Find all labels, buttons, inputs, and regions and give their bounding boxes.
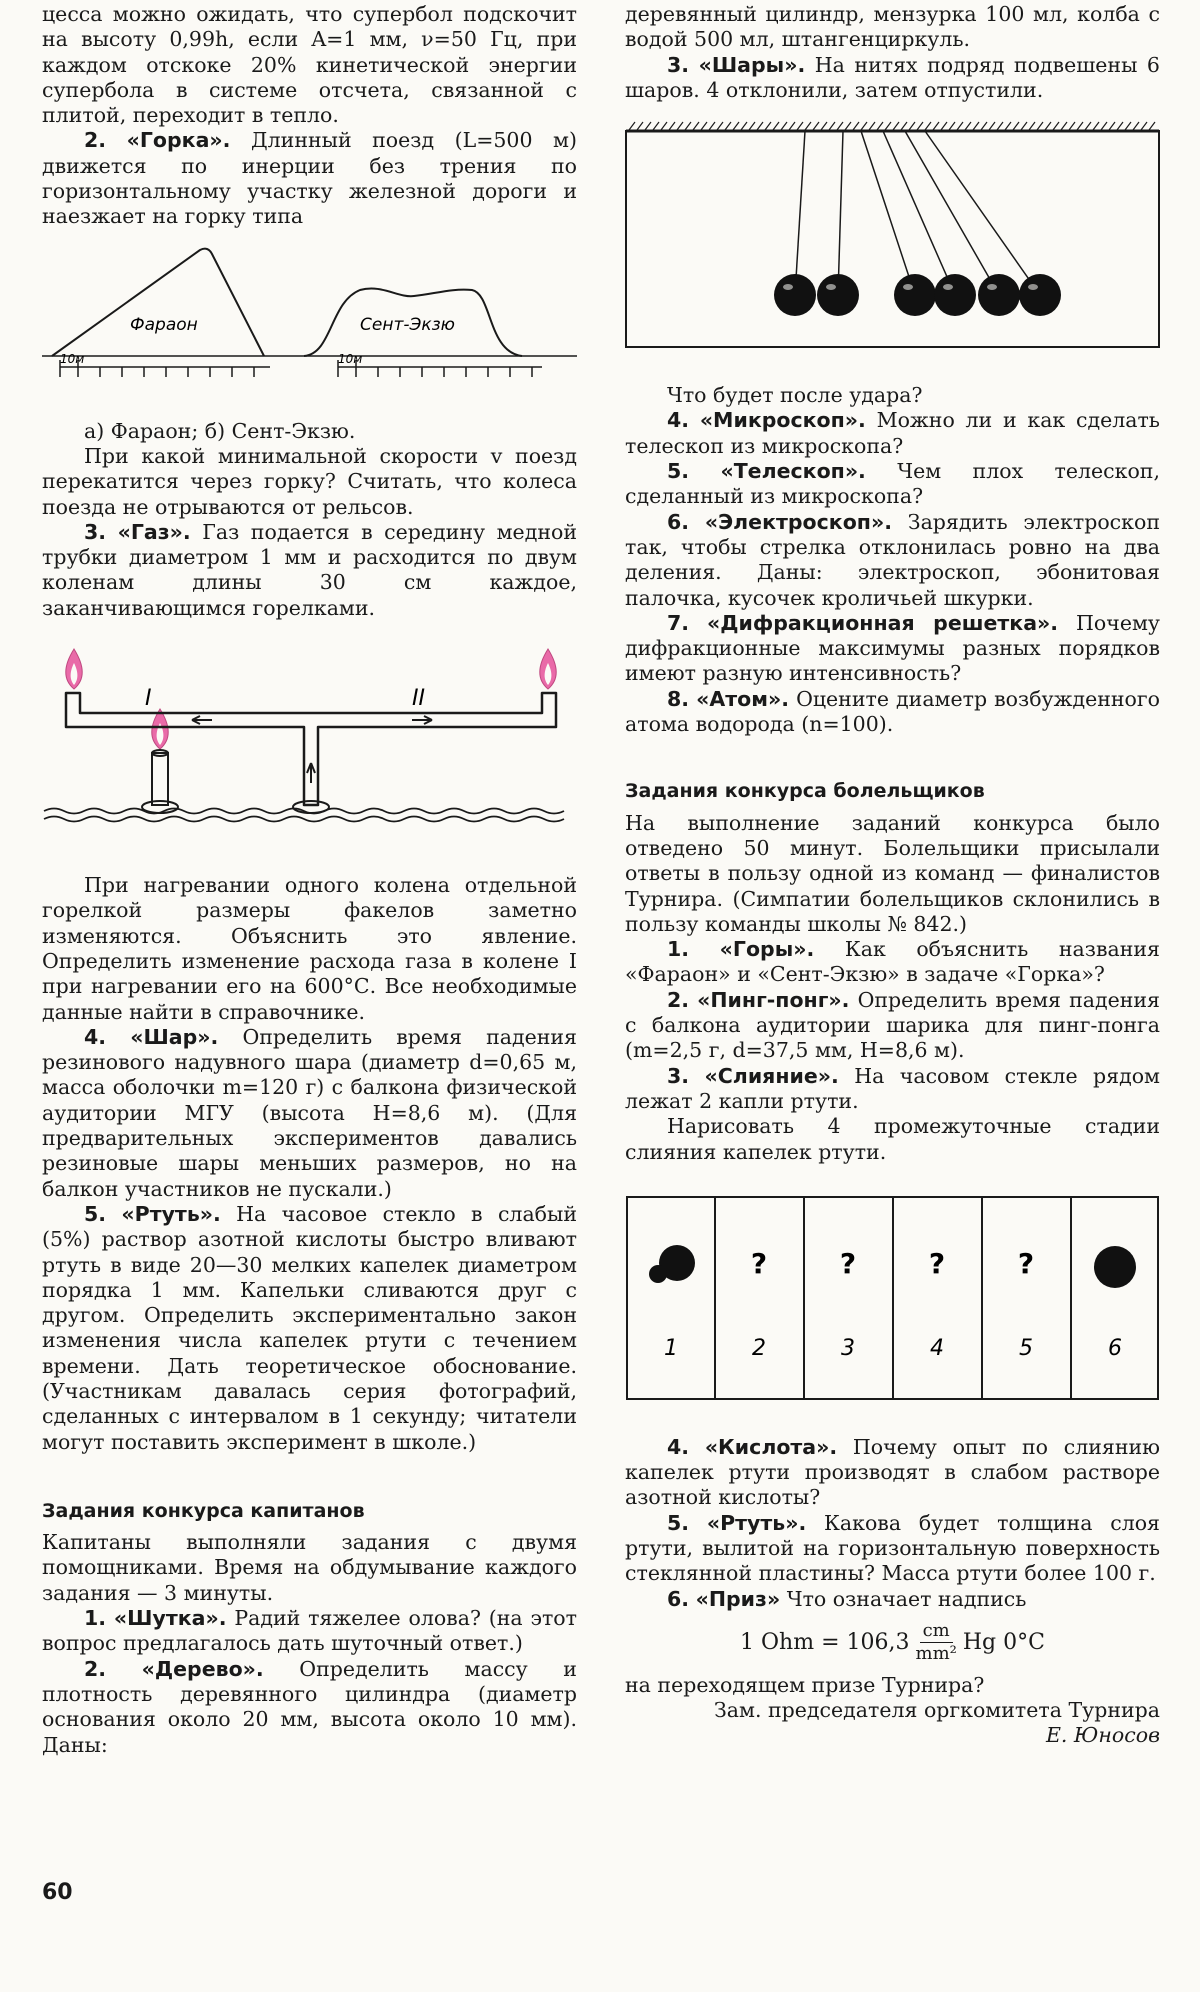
task-number: 5. [84,1201,107,1226]
task-text: На нитях подряд подвешены 6 шаров. 4 отклонили, затем отпустили. [625,52,1160,102]
task-text: Почему дифракционные максимумы разных порядков имеют разную интенсивность? [625,610,1160,686]
task-text: Какова будет толщина слоя ртути, вылитой на горизонтальную поверхность стеклянной пластины? Масса ртути более 100 г. [625,1510,1160,1586]
gaz-question: При нагревании одного колена отдельной горелкой размеры факелов заметно изменяются. Объяснить это явление. Определить изменение расхода газа в колене I при нагревании его на 600°С. Все необходимые данные найти в справочнике. [42,873,577,1024]
knee-label-1: I [145,686,152,712]
page-number: 60 [42,1880,73,1905]
formula-denominator: mm² [915,1642,957,1664]
task-text: На часовом стекле рядом лежат 2 капли ртути. [625,1063,1160,1113]
task-priz [625,1587,1160,1612]
hills-figure [42,232,577,417]
hills-captions: а) Фараон; б) Сент-Экзю. [84,418,356,443]
task-difr [625,611,1160,687]
task-rtut [42,1202,577,1455]
formula-numerator: cm [920,1620,953,1643]
fans-intro: На выполнение заданий конкурса было отведено 50 минут. Болельщики присылали ответы в пользу одной из команд — финалистов Турнира. (Симпатии болельщиков склонились в пользу команды школы № 842.) [625,810,1160,936]
task-number: 3. [84,519,107,544]
task-elektroskop [625,510,1160,611]
task-text: Почему опыт по слиянию капелек ртути производят в слабом растворе азотной кислоты? [625,1434,1160,1510]
task-shutka [42,1606,577,1657]
scale-ruler-b [338,360,542,377]
task-text: Определить время падения с балкона аудитории шарика для пинг-понга (m=2,5 г, d=37,5 мм, H=8,6 м). [625,987,1160,1063]
shary-question: Что будет после удара? [667,383,923,408]
task-gorka [42,128,577,229]
task-number: 3. [667,52,690,77]
task-ping-pong [625,988,1160,1064]
hill-saint-exupery-label: Сент-Экзю [360,314,455,335]
task-number: 7. [667,610,690,635]
stage-number: 2 [752,1335,766,1361]
tube [66,693,556,805]
task-text: На часовое стекло в слабый (5%) раствор азотной кислоты быстро вливают ртуть в виде 20—30 мелких капелек диаметром порядка 1 мм. Капельки сливаются друг с другом. Определить экспериментально закон изменения числа капелек ртути с течением времени. Дать теоретическое обоснование. (Участникам давалась серия фотографий, сделанных с интервалом в 1 секунду; читатели могут поставить эксперимент в школе.) [42,1201,577,1454]
task-number: 5. [667,459,690,484]
arrow-up [307,763,315,783]
task-number: 2. [667,987,690,1012]
task-title: «Электроскоп». [704,509,892,534]
task-shary [625,53,1160,104]
task-title: «Телескоп». [720,459,866,484]
task-title: «Дифракционная решетка». [707,610,1059,635]
arrow-right [412,716,432,724]
task-number: 8. [667,686,690,711]
left-column [42,0,577,1758]
scale-label-a: 10м [60,351,85,366]
task-teleskop [625,459,1160,510]
task-title: «Ртуть». [706,1510,807,1535]
task-title: «Слияние». [704,1063,839,1088]
task-text: Определить время падения резинового надувного шара (диаметр d=0,65 м, масса оболочки m=120 г) с балкона физической аудитории МГУ (высота H=8,6 м). (Для предварительных экспериментов давались резиновые шары меньших размеров, но на балкон участников не пускали.) [42,1024,577,1201]
scale-label-b: 10м [338,351,363,366]
task-title: «Микроскоп». [699,408,866,433]
task-text: Газ подается в середину медной трубки диаметром 1 мм и расходится по двум коленам длины 30 см каждое, заканчивающимся горелками. [42,519,577,620]
task-derevo [42,1657,577,1758]
gas-tube-figure [42,643,577,853]
stage-unknown: ? [839,1246,857,1280]
formula-left: 1 Ohm = 106,3 [740,1629,910,1655]
signature-role: Зам. председателя оргкомитета Турнира [714,1698,1160,1723]
task-title: «Пинг-понг». [697,987,850,1012]
task-gaz [42,520,577,621]
task-rtut-2 [625,1511,1160,1587]
task-mikroskop [625,408,1160,459]
task-number: 6. [667,509,690,534]
stage-unknown: ? [928,1246,946,1280]
task-number: 4. [667,408,690,433]
task-text: Радий тяжелее олова? (на этот вопрос предлагалось дать шуточный ответ.) [42,1606,577,1656]
stage-number: 5 [1019,1335,1033,1361]
task-kislota [625,1435,1160,1511]
pendulum-figure [625,119,1160,359]
stage-number: 1 [664,1335,678,1361]
task-text: Чем плох телескоп, сделанный из микроскопа? [625,459,1160,509]
task-title: «Шары». [698,52,806,77]
knee-label-2: II [412,686,425,712]
balls [774,274,1061,316]
task-text: Длинный поезд (L=500 м) движется по инерции без трения по горизонтальному участку железной дороги и наезжает на горку типа [42,128,577,229]
task-title: «Горы». [719,937,815,962]
captains-intro: Капитаны выполняли задания с двумя помощниками. Время на обдумывание каждого задания — 3 минуты. [42,1530,577,1605]
task-number: 2. [84,128,107,153]
burner [152,753,168,805]
ceiling-hatch [629,122,1155,130]
task-sliyanie [625,1064,1160,1115]
task-text: Что означает надпись [786,1586,1027,1611]
task-number: 5. [667,1510,690,1535]
gorka-question: При какой минимальной скорости v поезд перекатится через горку? Считать, что колеса поезда не отрываются от рельсов. [42,443,577,519]
task-title: «Шутка». [113,1606,227,1631]
merge-stages-figure [625,1195,1160,1405]
task-title: «Горка». [126,128,231,153]
section-heading-captains: Задания конкурса капитанов [42,1499,365,1522]
task-number: 4. [667,1434,690,1459]
hill-pharaoh-label: Фараон [130,314,198,335]
task-shar [42,1025,577,1202]
task-text: Определить массу и плотность деревянного цилиндра (диаметр основания около 20 мм, высота около 10 мм). Даны: [42,1656,577,1757]
task-title: «Газ». [117,519,191,544]
table-surface [44,809,564,822]
arrow-left [192,716,212,724]
stage-1-drops [649,1245,695,1283]
derevo-continued: деревянный цилиндр, мензурка 100 мл, колба с водой 500 мл, штангенциркуль. [625,2,1160,52]
task-number: 1. [667,937,690,962]
task-title: «Дерево». [141,1656,264,1681]
task-text: Можно ли и как сделать телескоп из микроскопа? [625,408,1160,458]
paragraph-superball-end: цесса можно ожидать, что супербол подскочит на высоту 0,99h, если A=1 мм, ν=50 Гц, при каждом отскоке 20% кинетической энергии супербола в системе отсчета, связанной с плитой, переходит в тепло. [42,2,577,128]
task-number: 3. [667,1063,690,1088]
stage-unknown: ? [750,1246,768,1280]
task-atom [625,687,1160,738]
task-text: Зарядить электроскоп так, чтобы стрелка отклонилась ровно на два деления. Даны: электроскоп, эбонитовая палочка, кусочек кроличьей шкурки. [625,509,1160,610]
task-number: 6. [667,1586,690,1611]
task-title: «Приз» [695,1586,781,1611]
right-column [625,0,1160,1749]
task-title: «Атом». [696,686,789,711]
section-heading-fans: Задания конкурса болельщиков [625,780,985,803]
formula-right: Hg 0°C [962,1629,1045,1655]
task-text: Как объяснить названия «Фараон» и «Сент-Экзю» в задаче «Горка»? [625,937,1160,987]
priz-end: на переходящем призе Турнира? [625,1672,985,1697]
task-text: Оцените диаметр возбужденного атома водорода (n=100). [625,686,1160,737]
task-number: 1. [84,1606,107,1631]
stage-unknown: ? [1017,1246,1035,1280]
task-gory [625,937,1160,988]
stage-6-drop [1094,1246,1136,1288]
signature-name: Е. Юносов [1045,1723,1160,1748]
sliyanie-question: Нарисовать 4 промежуточные стадии слияния капелек ртути. [625,1114,1160,1164]
scale-ruler-a [60,360,270,377]
stage-number: 3 [841,1335,855,1361]
formula-fraction [916,1620,957,1665]
strings [795,131,1040,295]
hill-pharaoh [52,248,264,355]
task-title: «Ртуть». [121,1201,221,1226]
task-number: 2. [84,1656,107,1681]
task-title: «Кислота». [704,1434,838,1459]
stage-number: 6 [1108,1335,1122,1361]
task-number: 4. [84,1024,107,1049]
formula [625,1620,1160,1665]
task-title: «Шар». [130,1024,219,1049]
stage-number: 4 [930,1335,944,1361]
